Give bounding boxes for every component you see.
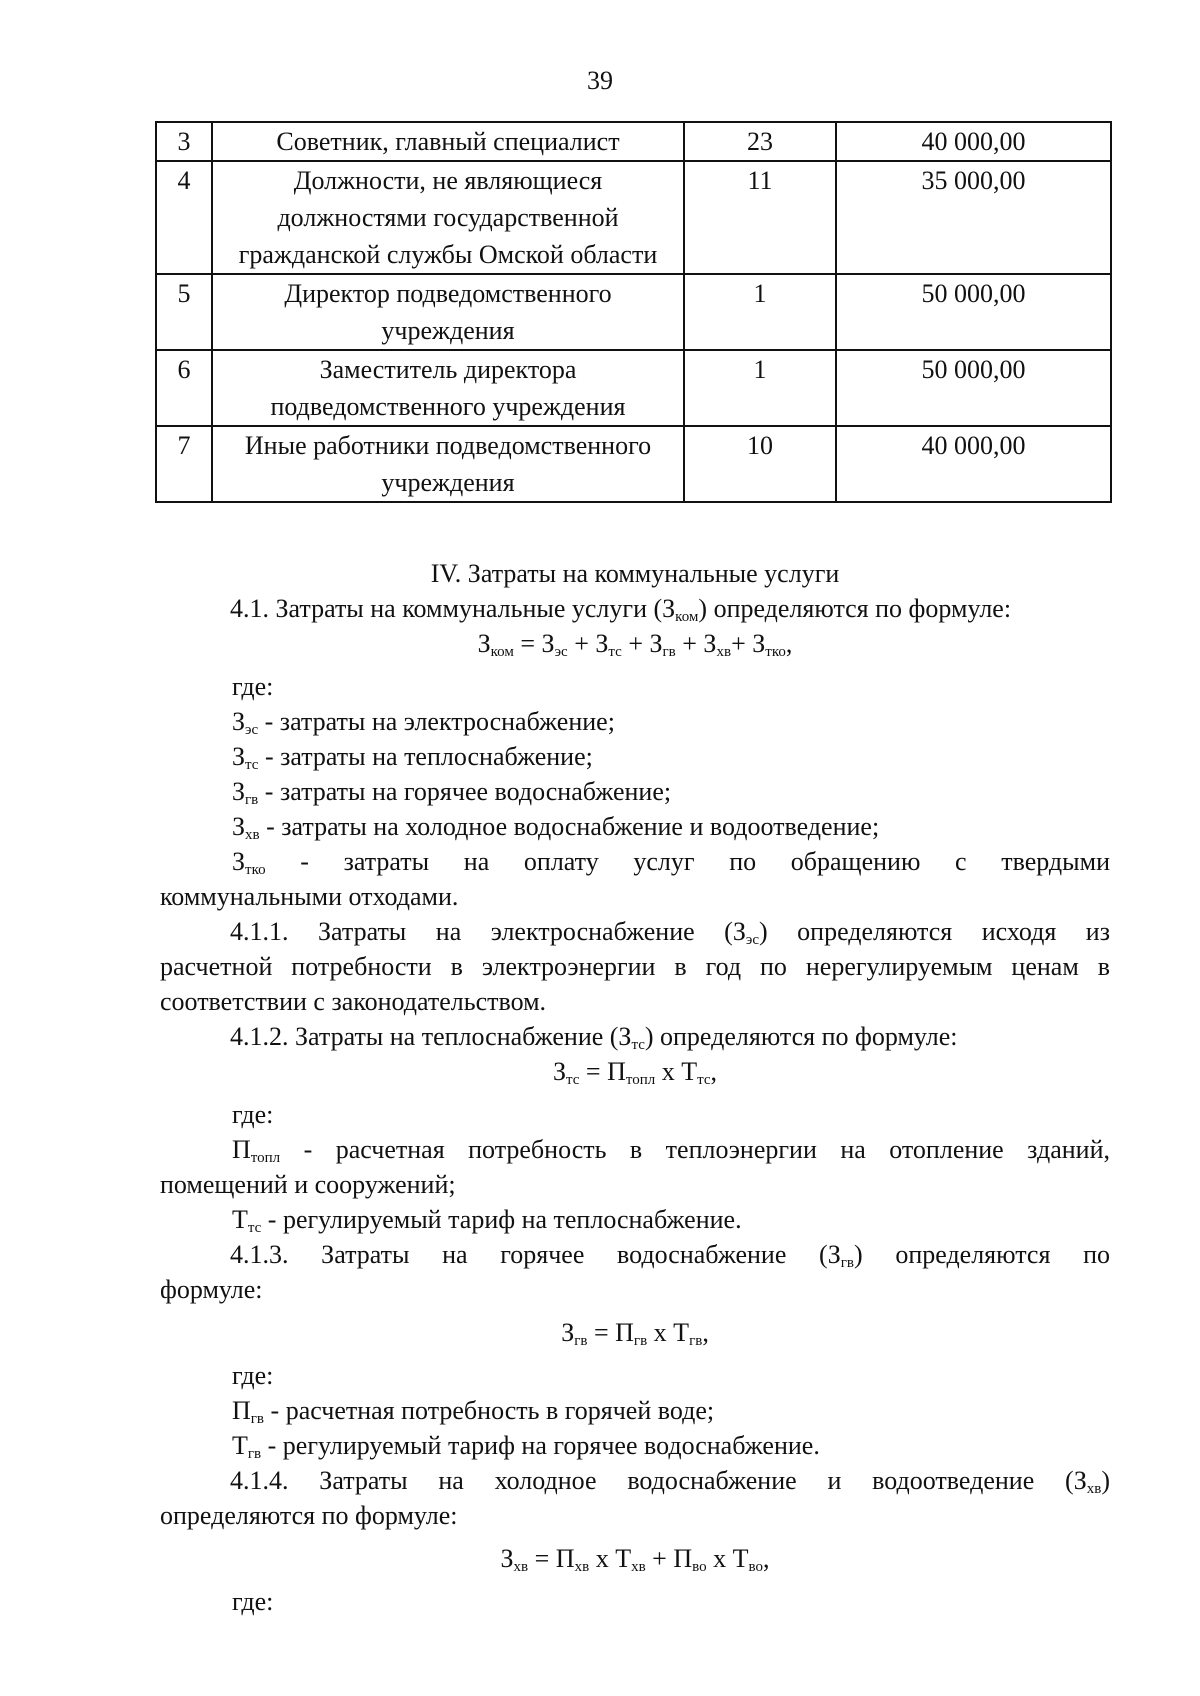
table-row (156, 122, 1111, 161)
position-name: Иные работники подведомственного учреждения (212, 426, 684, 502)
position-count: 23 (684, 122, 836, 161)
definition-line: $Т_{гв}$ - регулируемый тариф на горячее водоснабжение. (232, 1431, 820, 1462)
section-heading: IV. Затраты на коммунальные услуги (430, 559, 840, 588)
position-count: 1 (684, 350, 836, 426)
definition-line-continued: помещений и сооружений; (160, 1170, 456, 1199)
paragraph-4-1-4: 4.1.4. Затраты на холодное водоснабжение и водоотведение $(З_{хв})$ (230, 1466, 1110, 1497)
definition-line: $З_{гв}$ - затраты на горячее водоснабжение; (232, 777, 672, 808)
position-count: 11 (684, 161, 836, 274)
position-name: Директор подведомственного учреждения (212, 274, 684, 350)
table-row (156, 274, 1111, 350)
position-count: 1 (684, 274, 836, 350)
where-label: где: (232, 1100, 274, 1129)
definition-line: $Т_{тс}$ - регулируемый тариф на теплоснабжение. (232, 1205, 742, 1236)
row-number: 5 (156, 274, 212, 350)
paragraph-4-1: 4.1. Затраты на коммунальные услуги $(З_{ком})$ определяются по формуле: (230, 594, 1012, 625)
amount-value: 40 000,00 (836, 426, 1111, 502)
row-number: 6 (156, 350, 212, 426)
amount-value: 40 000,00 (836, 122, 1111, 161)
paragraph-4-1-3: 4.1.3. Затраты на горячее водоснабжение $(З_{гв})$ определяются по (230, 1240, 1110, 1271)
row-number: 3 (156, 122, 212, 161)
where-label: где: (232, 1587, 274, 1616)
amount-value: 50 000,00 (836, 274, 1111, 350)
formula-heat: $З_{тс} = П_{топл}$ x $Т_{тс}$, (552, 1057, 718, 1088)
amount-value: 35 000,00 (836, 161, 1111, 274)
table-row (156, 161, 1111, 274)
definition-tko-continued: коммунальными отходами. (160, 882, 459, 911)
paragraph-4-1-4-line2: определяются по формуле: (160, 1501, 458, 1530)
staff-norms-table (155, 121, 1112, 503)
paragraph-4-1-1: 4.1.1. Затраты на электроснабжение $(З_{эс})$ определяются исходя из (230, 917, 1110, 948)
row-number: 7 (156, 426, 212, 502)
position-name: Должности, не являющиеся должностями государственной гражданской службы Омской области (212, 161, 684, 274)
position-name: Заместитель директора подведомственного учреждения (212, 350, 684, 426)
position-count: 10 (684, 426, 836, 502)
formula-utilities: $З_{ком} = З_{эс} + З_{тс} + З_{гв} + З_{хв}+ З_{тко}$, (477, 629, 793, 660)
position-name: Советник, главный специалист (212, 122, 684, 161)
amount-value: 50 000,00 (836, 350, 1111, 426)
where-label: где: (232, 672, 274, 701)
formula-hot-water: $З_{гв} = П_{гв}$ x $Т_{гв}$, (561, 1318, 709, 1349)
where-label: где: (232, 1361, 274, 1390)
definition-line: $П_{топл}$ - расчетная потребность в теплоэнергии на отопление зданий, (232, 1135, 1110, 1166)
table-row (156, 350, 1111, 426)
page-number: 39 (587, 66, 613, 95)
definition-tko: $З_{тко}$ - затраты на оплату услуг по обращению с твердыми (232, 847, 1110, 878)
definition-line: $З_{эс}$ - затраты на электроснабжение; (232, 707, 615, 738)
definition-line: $З_{тс}$ - затраты на теплоснабжение; (232, 742, 593, 773)
table-row (156, 426, 1111, 502)
definition-line: $П_{гв}$ - расчетная потребность в горячей воде; (232, 1396, 715, 1427)
document-body (160, 556, 1110, 1619)
paragraph-4-1-2: 4.1.2. Затраты на теплоснабжение $(З_{тс})$ определяются по формуле: (230, 1022, 958, 1053)
row-number: 4 (156, 161, 212, 274)
paragraph-4-1-1-line3: соответствии с законодательством. (160, 987, 547, 1016)
formula-cold-water: $З_{хв} = П_{хв}$ x $Т_{хв} + П_{во}$ x $Т_{во}$, (500, 1544, 770, 1575)
paragraph-4-1-1-line2: расчетной потребности в электроэнергии в год по нерегулируемым ценам в (160, 952, 1110, 981)
definition-line: $З_{хв}$ - затраты на холодное водоснабжение и водоотведение; (232, 812, 880, 843)
paragraph-4-1-3-line2: формуле: (160, 1275, 263, 1304)
